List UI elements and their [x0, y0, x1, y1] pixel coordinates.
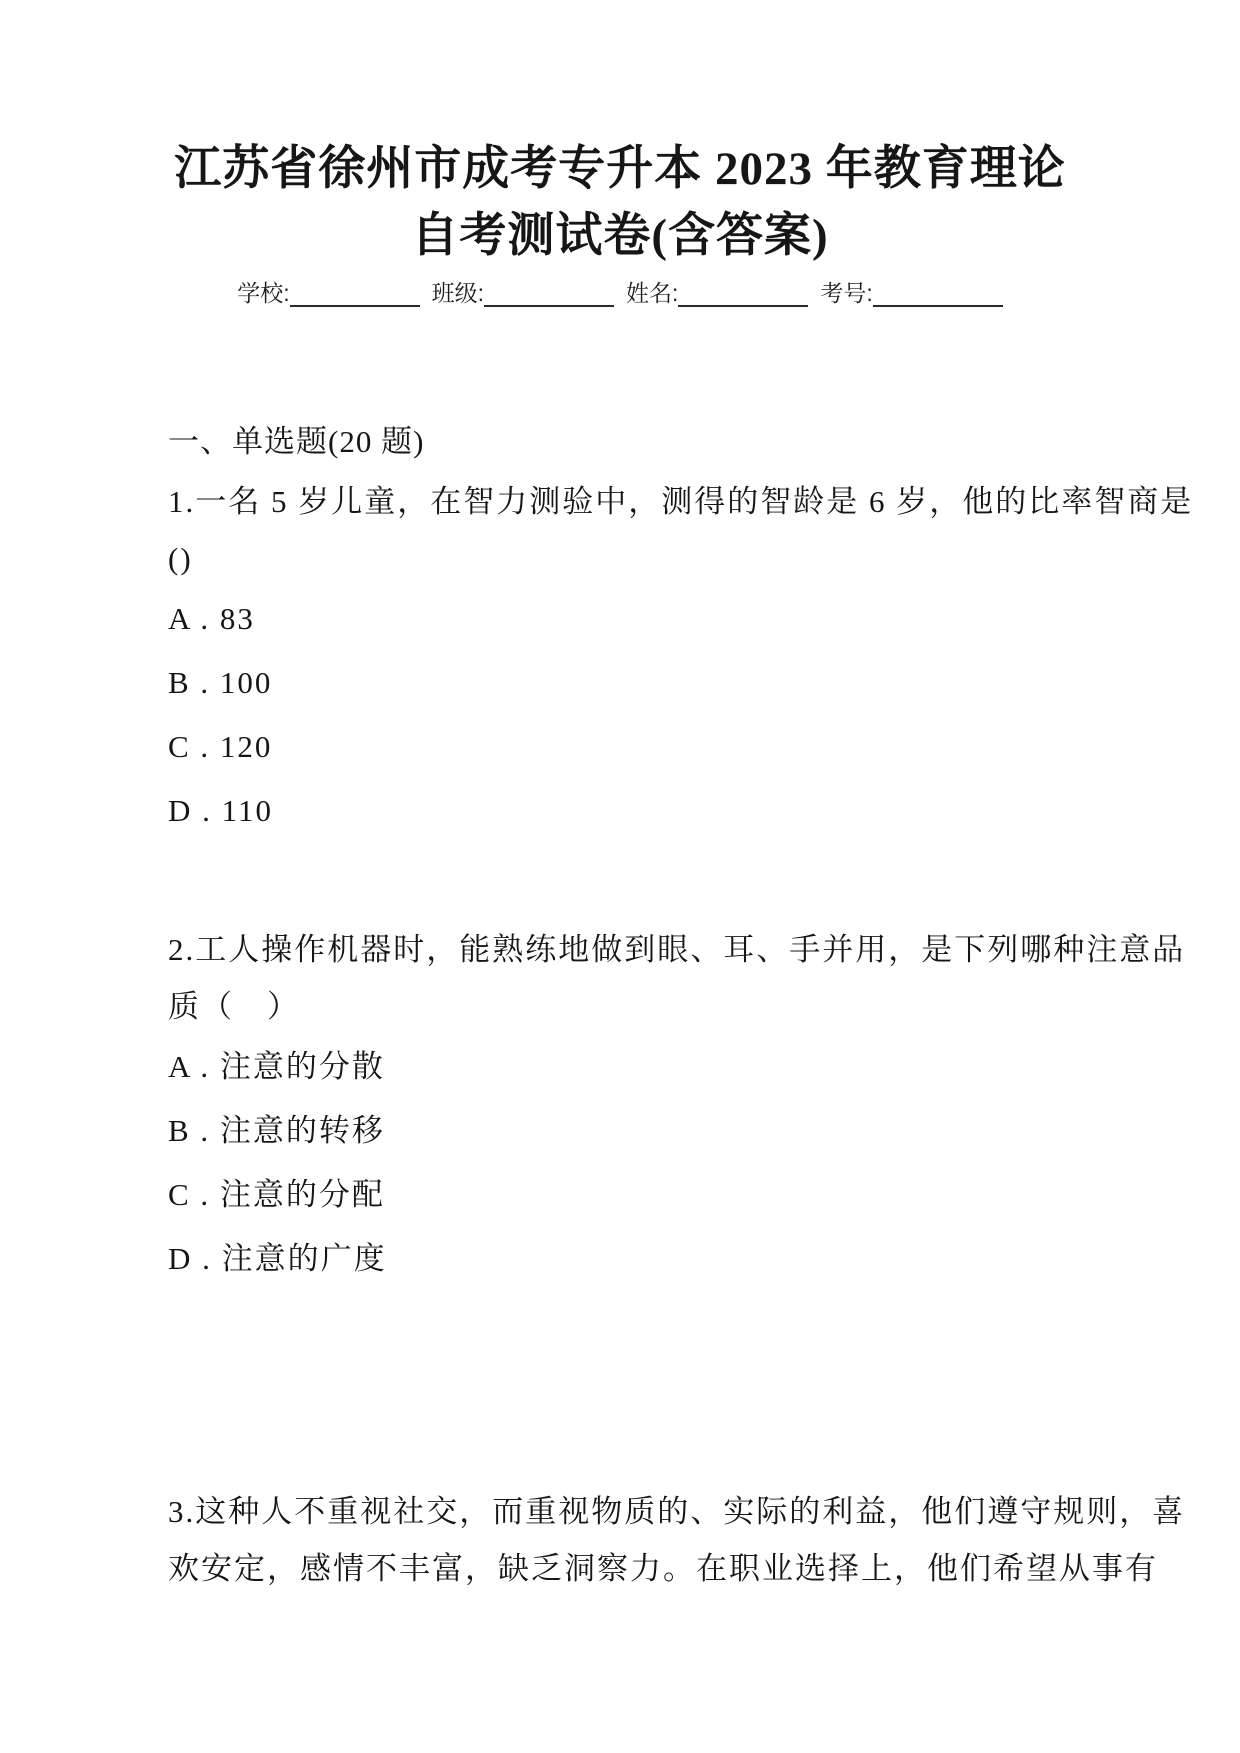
field-name-label: 姓名: [626, 280, 679, 306]
question-1-text-line-1: 1.一名 5 岁儿童，在智力测验中，测得的智龄是 6 岁，他的比率智商是 [168, 484, 1194, 519]
page-title-line-2: 自考测试卷(含答案) [411, 210, 829, 262]
field-class-blank [484, 280, 614, 307]
question-2-option-c: C . 注意的分配 [168, 1177, 385, 1212]
field-school-label: 学校: [237, 280, 290, 306]
question-1-option-d: D . 110 [168, 793, 273, 828]
question-2-option-d: D . 注意的广度 [168, 1241, 387, 1276]
field-name-blank [678, 280, 808, 307]
question-1-option-c: C . 120 [168, 729, 273, 764]
section-heading-single-choice: 一、单选题(20 题) [168, 424, 425, 459]
question-1-text-line-2: () [168, 541, 193, 576]
question-2-option-a: A . 注意的分散 [168, 1049, 385, 1084]
question-1-option-b: B . 100 [168, 665, 273, 700]
question-2-text-line-1: 2.工人操作机器时，能熟练地做到眼、耳、手并用，是下列哪种注意品 [168, 932, 1186, 967]
field-exam-number-label: 考号: [820, 280, 873, 306]
field-exam-number-blank [873, 280, 1003, 307]
question-2 [168, 921, 1186, 1291]
question-1-option-a: A . 83 [168, 601, 255, 636]
student-info-line [0, 280, 1240, 307]
field-school [237, 280, 419, 307]
page-title-line-1: 江苏省徐州市成考专升本 2023 年教育理论 [174, 143, 1066, 195]
question-1 [168, 473, 1194, 843]
question-2-option-b: B . 注意的转移 [168, 1113, 385, 1148]
document-body [0, 411, 1240, 1597]
field-class [432, 280, 614, 307]
question-3 [168, 1483, 1186, 1597]
field-name [626, 280, 808, 307]
page-title [0, 0, 1240, 270]
question-2-text-line-2: 质（ ） [168, 989, 300, 1024]
field-exam-number [820, 280, 1002, 307]
question-3-text-line-1: 3.这种人不重视社交，而重视物质的、实际的利益，他们遵守规则，喜 [168, 1494, 1186, 1529]
question-3-text-line-2: 欢安定，感情不丰富，缺乏洞察力。在职业选择上，他们希望从事有 [168, 1551, 1158, 1586]
field-school-blank [290, 280, 420, 307]
field-class-label: 班级: [431, 280, 484, 306]
